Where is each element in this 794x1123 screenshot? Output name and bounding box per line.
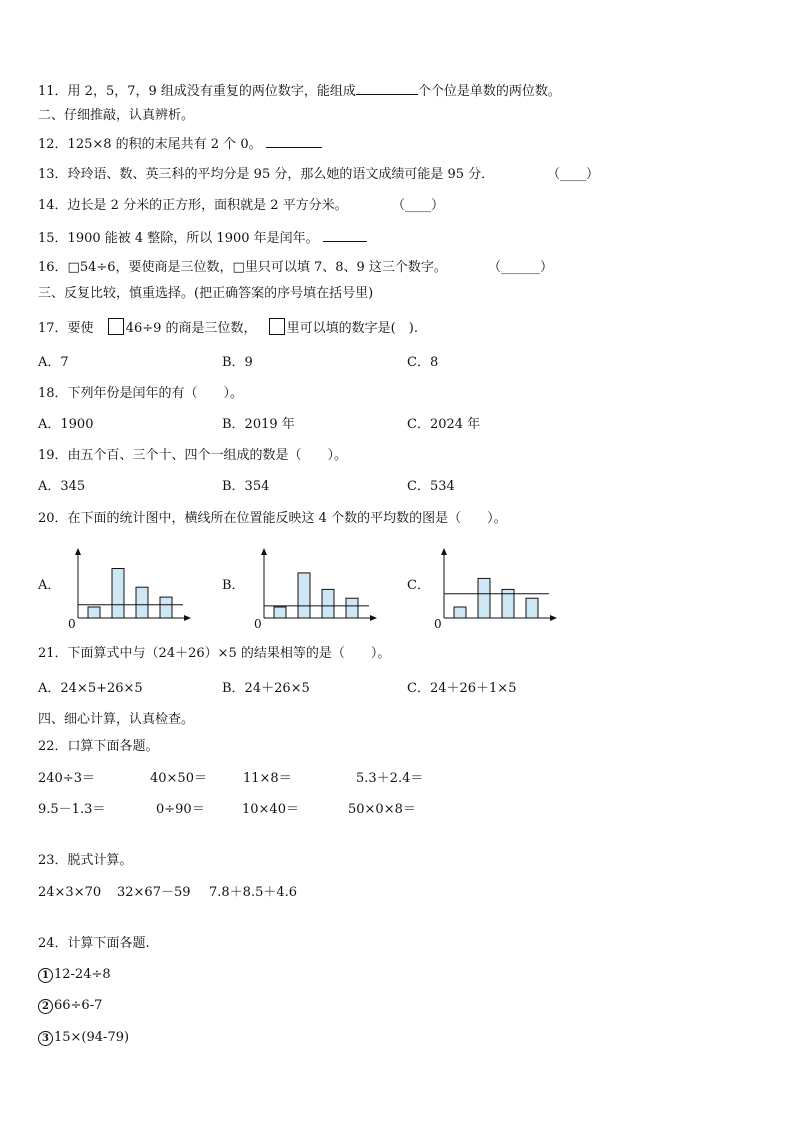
q12-answer-blank[interactable] bbox=[266, 135, 322, 148]
q19-option-c[interactable]: C．534 bbox=[407, 479, 455, 494]
q20-chart-b bbox=[252, 546, 384, 630]
q17-blank-box-1[interactable] bbox=[108, 318, 124, 335]
q13-answer-paren[interactable]: （____） bbox=[547, 167, 600, 182]
q18-option-b[interactable]: B．2019 年 bbox=[222, 417, 295, 432]
q20-option-b[interactable]: B． bbox=[222, 578, 245, 593]
q17-option-a[interactable]: A．7 bbox=[38, 355, 69, 370]
question-23: 23．脱式计算。 bbox=[38, 853, 133, 868]
x-axis-arrow bbox=[184, 615, 191, 621]
y-axis-arrow bbox=[441, 548, 447, 555]
chart-bar bbox=[274, 607, 286, 618]
q22-calc-1: 240÷3＝ bbox=[38, 771, 95, 786]
question-14: 14．边长是 2 分米的正方形，面积就是 2 平方分米。 bbox=[38, 198, 348, 213]
chart-bar bbox=[322, 589, 334, 618]
q17-text-b: 46÷9 的商是三位数， bbox=[125, 321, 257, 336]
question-15 bbox=[38, 229, 367, 247]
q20-option-a[interactable]: A． bbox=[38, 578, 61, 593]
q17-text-a: 17．要使 bbox=[38, 321, 94, 336]
q24-expr-2: 66÷6-7 bbox=[54, 998, 103, 1013]
q21-option-a[interactable]: A．24×5+26×5 bbox=[38, 681, 143, 696]
q15-answer-blank[interactable] bbox=[323, 229, 367, 242]
q24-expr-1: 12-24÷8 bbox=[54, 967, 111, 982]
question-20: 20．在下面的统计图中，横线所在位置能反映这 4 个数的平均数的图是（ ）。 bbox=[38, 511, 507, 526]
q11-text-b: 个个位是单数的两位数。 bbox=[417, 84, 561, 99]
q20-option-c[interactable]: C． bbox=[407, 578, 430, 593]
chart-bar bbox=[112, 569, 124, 619]
q15-text: 15．1900 能被 4 整除，所以 1900 年是闰年。 bbox=[38, 231, 319, 246]
section-4-heading: 四、细心计算，认真检查。 bbox=[38, 712, 195, 727]
circled-number: 3 bbox=[38, 1031, 53, 1046]
circled-number: 2 bbox=[38, 999, 53, 1014]
question-12 bbox=[38, 135, 322, 153]
q24-item-3 bbox=[38, 1030, 129, 1046]
chart-bar bbox=[298, 573, 310, 618]
q23-item-2: 32×67－59 bbox=[117, 885, 191, 900]
chart-bar bbox=[88, 607, 100, 618]
q17-option-c[interactable]: C．8 bbox=[407, 355, 439, 370]
q22-calc-7: 10×40＝ bbox=[242, 802, 299, 817]
origin-zero-label: 0 bbox=[254, 617, 262, 630]
q12-text: 12．125×8 的积的末尾共有 2 个 0。 bbox=[38, 137, 262, 152]
q11-answer-blank[interactable] bbox=[356, 82, 418, 95]
q16-answer-paren[interactable]: （______） bbox=[488, 260, 554, 275]
q20-chart-a bbox=[66, 546, 198, 630]
q17-option-b[interactable]: B．9 bbox=[222, 355, 253, 370]
q17-blank-box-2[interactable] bbox=[269, 318, 285, 335]
q24-item-1 bbox=[38, 967, 111, 983]
q23-item-3: 7.8＋8.5＋4.6 bbox=[209, 885, 298, 900]
q11-text-a: 11．用 2，5，7，9 组成没有重复的两位数字，能组成 bbox=[38, 84, 356, 99]
section-3-heading: 三、反复比较，慎重选择。(把正确答案的序号填在括号里) bbox=[38, 286, 374, 301]
x-axis-arrow bbox=[550, 615, 557, 621]
question-19: 19．由五个百、三个十、四个一组成的数是（ ）。 bbox=[38, 448, 348, 463]
q21-option-c[interactable]: C．24＋26＋1×5 bbox=[407, 681, 517, 696]
chart-bar bbox=[454, 607, 466, 618]
x-axis-arrow bbox=[370, 615, 377, 621]
question-16: 16．□54÷6，要使商是三位数，□里只可以填 7、8、9 这三个数字。 bbox=[38, 260, 447, 275]
q22-calc-4: 5.3＋2.4＝ bbox=[356, 771, 424, 786]
q13-text: 13．玲玲语、数、英三科的平均分是 95 分，那么她的语文成绩可能是 95 分． bbox=[38, 167, 495, 182]
q20-chart-c bbox=[432, 546, 564, 630]
q21-option-b[interactable]: B．24＋26×5 bbox=[222, 681, 310, 696]
y-axis-arrow bbox=[261, 548, 267, 555]
question-11 bbox=[38, 82, 561, 100]
q19-option-a[interactable]: A．345 bbox=[38, 479, 86, 494]
q24-item-2 bbox=[38, 998, 102, 1014]
q22-calc-2: 40×50＝ bbox=[150, 771, 207, 786]
q22-calc-3: 11×8＝ bbox=[243, 771, 292, 786]
chart-bar bbox=[526, 598, 538, 618]
origin-zero-label: 0 bbox=[434, 617, 442, 630]
question-21: 21．下面算式中与（24＋26）×5 的结果相等的是（ ）。 bbox=[38, 646, 391, 661]
circled-number: 1 bbox=[38, 968, 53, 983]
q19-option-b[interactable]: B．354 bbox=[222, 479, 270, 494]
section-2-heading: 二、仔细推敲，认真辨析。 bbox=[38, 108, 195, 123]
q18-option-a[interactable]: A．1900 bbox=[38, 417, 94, 432]
origin-zero-label: 0 bbox=[68, 617, 76, 630]
q17-text-c: 里可以填的数字是( ). bbox=[286, 321, 418, 336]
chart-bar bbox=[136, 587, 148, 618]
q22-calc-6: 0÷90＝ bbox=[156, 802, 205, 817]
q22-calc-8: 50×0×8＝ bbox=[348, 802, 416, 817]
question-22: 22．口算下面各题。 bbox=[38, 739, 159, 754]
q18-option-c[interactable]: C．2024 年 bbox=[407, 417, 481, 432]
question-13 bbox=[38, 167, 494, 183]
q23-item-1: 24×3×70 bbox=[38, 885, 102, 900]
chart-bar bbox=[478, 578, 490, 618]
question-18: 18．下列年份是闰年的有（ ）。 bbox=[38, 386, 244, 401]
question-17 bbox=[38, 318, 418, 337]
chart-bar bbox=[160, 597, 172, 618]
chart-bar bbox=[346, 598, 358, 618]
y-axis-arrow bbox=[75, 548, 81, 555]
question-24: 24．计算下面各题. bbox=[38, 936, 150, 951]
q22-calc-5: 9.5－1.3＝ bbox=[38, 802, 106, 817]
q14-answer-paren[interactable]: （____） bbox=[392, 198, 445, 213]
q24-expr-3: 15×(94-79) bbox=[54, 1030, 130, 1045]
